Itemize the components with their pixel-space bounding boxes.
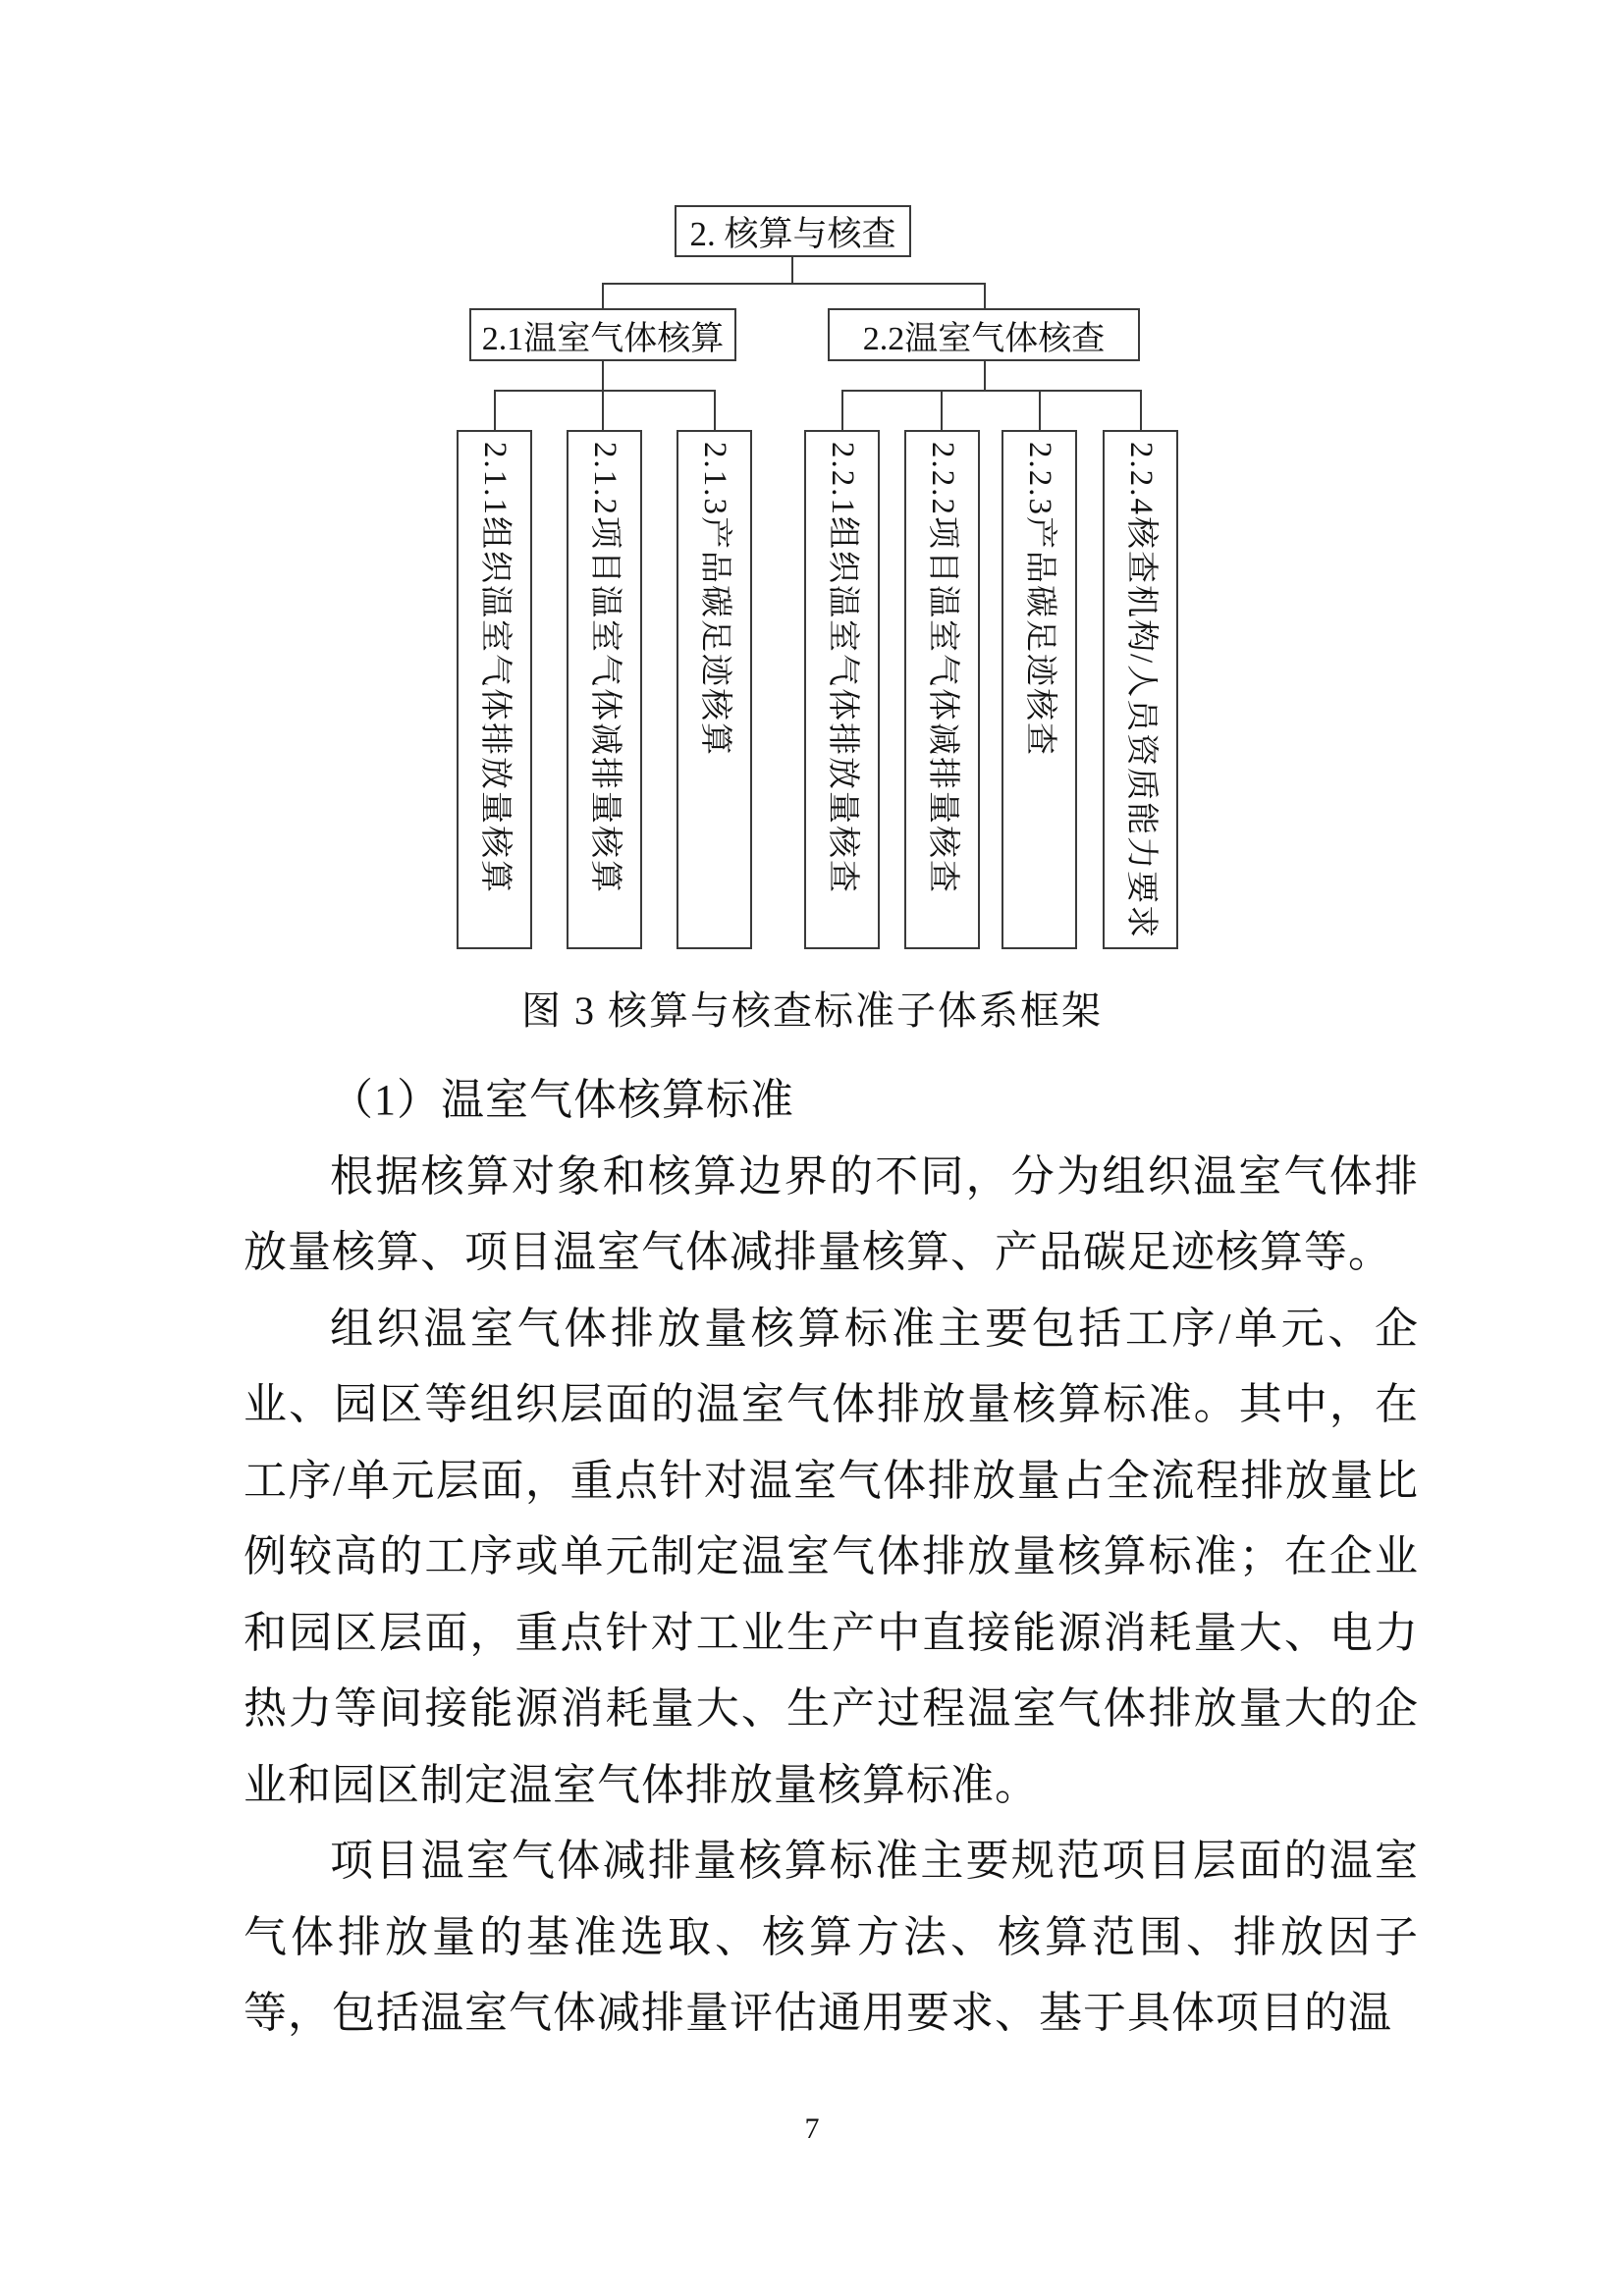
connector-line xyxy=(841,390,1142,392)
figure-leaf-2-2-4 xyxy=(1103,430,1178,949)
figure-branch-label: 2.1温室气体核算 xyxy=(481,320,725,357)
connector-line xyxy=(494,390,496,430)
connector-line xyxy=(984,283,986,308)
body-paragraph-1: 根据核算对象和核算边界的不同，分为组织温室气体排放量核算、项目温室气体减排量核算、产品碳足迹核算等。 xyxy=(244,1151,1419,1276)
figure-leaf-2-1-3 xyxy=(677,430,752,949)
figure-leaf-label: 2.2.3产品碳足迹核查 xyxy=(1022,442,1057,757)
connector-line xyxy=(984,361,986,392)
figure-leaf-2-2-1 xyxy=(804,430,880,949)
figure-branch-box-accounting xyxy=(469,308,736,361)
connector-line xyxy=(494,390,716,392)
connector-line xyxy=(602,283,986,285)
body-paragraph-2: 组织温室气体排放量核算标准主要包括工序/单元、企业、园区等组织层面的温室气体排放量核算标准。其中，在工序/单元层面，重点针对温室气体排放量占全流程排放量比例较高的工序或单元制定温室气体排放量核算标准；在企业和园区层面，重点针对工业生产中直接能源消耗量大、电力热力等间接能源消耗量大、生产过程温室气体排放量大的企业和园区制定温室气体排放量核算标准。 xyxy=(244,1304,1419,1809)
figure-leaf-2-2-3 xyxy=(1001,430,1077,949)
section-heading: （1）温室气体核算标准 xyxy=(330,1076,794,1124)
figure-leaf-2-1-1 xyxy=(457,430,532,949)
connector-line xyxy=(1039,390,1041,430)
figure-leaf-label: 2.2.4核查机构/人员资质能力要求 xyxy=(1123,442,1159,940)
body-paragraph-3: 项目温室气体减排量核算标准主要规范项目层面的温室气体排放量的基准选取、核算方法、核算范围、排放因子等，包括温室气体减排量评估通用要求、基于具体项目的温 xyxy=(244,1837,1419,2037)
connector-line xyxy=(602,361,604,430)
figure-root-label: 2. 核算与核查 xyxy=(689,214,896,253)
page-number: 7 xyxy=(804,2112,820,2145)
connector-line xyxy=(941,390,943,430)
connector-line xyxy=(1140,390,1142,430)
figure-leaf-label: 2.1.3产品碳足迹核算 xyxy=(697,442,732,757)
figure-leaf-label: 2.2.1组织温室气体排放量核查 xyxy=(825,442,860,894)
figure-caption: 图 3 核算与核查标准子体系框架 xyxy=(521,988,1103,1033)
body-text xyxy=(244,1062,1419,2052)
connector-line xyxy=(841,390,843,430)
figure-leaf-2-2-2 xyxy=(904,430,980,949)
figure-leaf-label: 2.1.1组织温室气体排放量核算 xyxy=(477,442,513,894)
figure-leaf-label: 2.1.2项目温室气体减排量核算 xyxy=(587,442,623,894)
connector-line xyxy=(791,257,793,285)
figure-org-chart xyxy=(0,0,1624,1060)
figure-branch-label: 2.2温室气体核查 xyxy=(862,320,1106,357)
connector-line xyxy=(714,390,716,430)
figure-leaf-2-1-2 xyxy=(567,430,642,949)
connector-line xyxy=(602,283,604,308)
figure-branch-box-verification xyxy=(828,308,1140,361)
figure-root-box xyxy=(675,205,911,257)
figure-leaf-label: 2.2.2项目温室气体减排量核查 xyxy=(925,442,960,894)
